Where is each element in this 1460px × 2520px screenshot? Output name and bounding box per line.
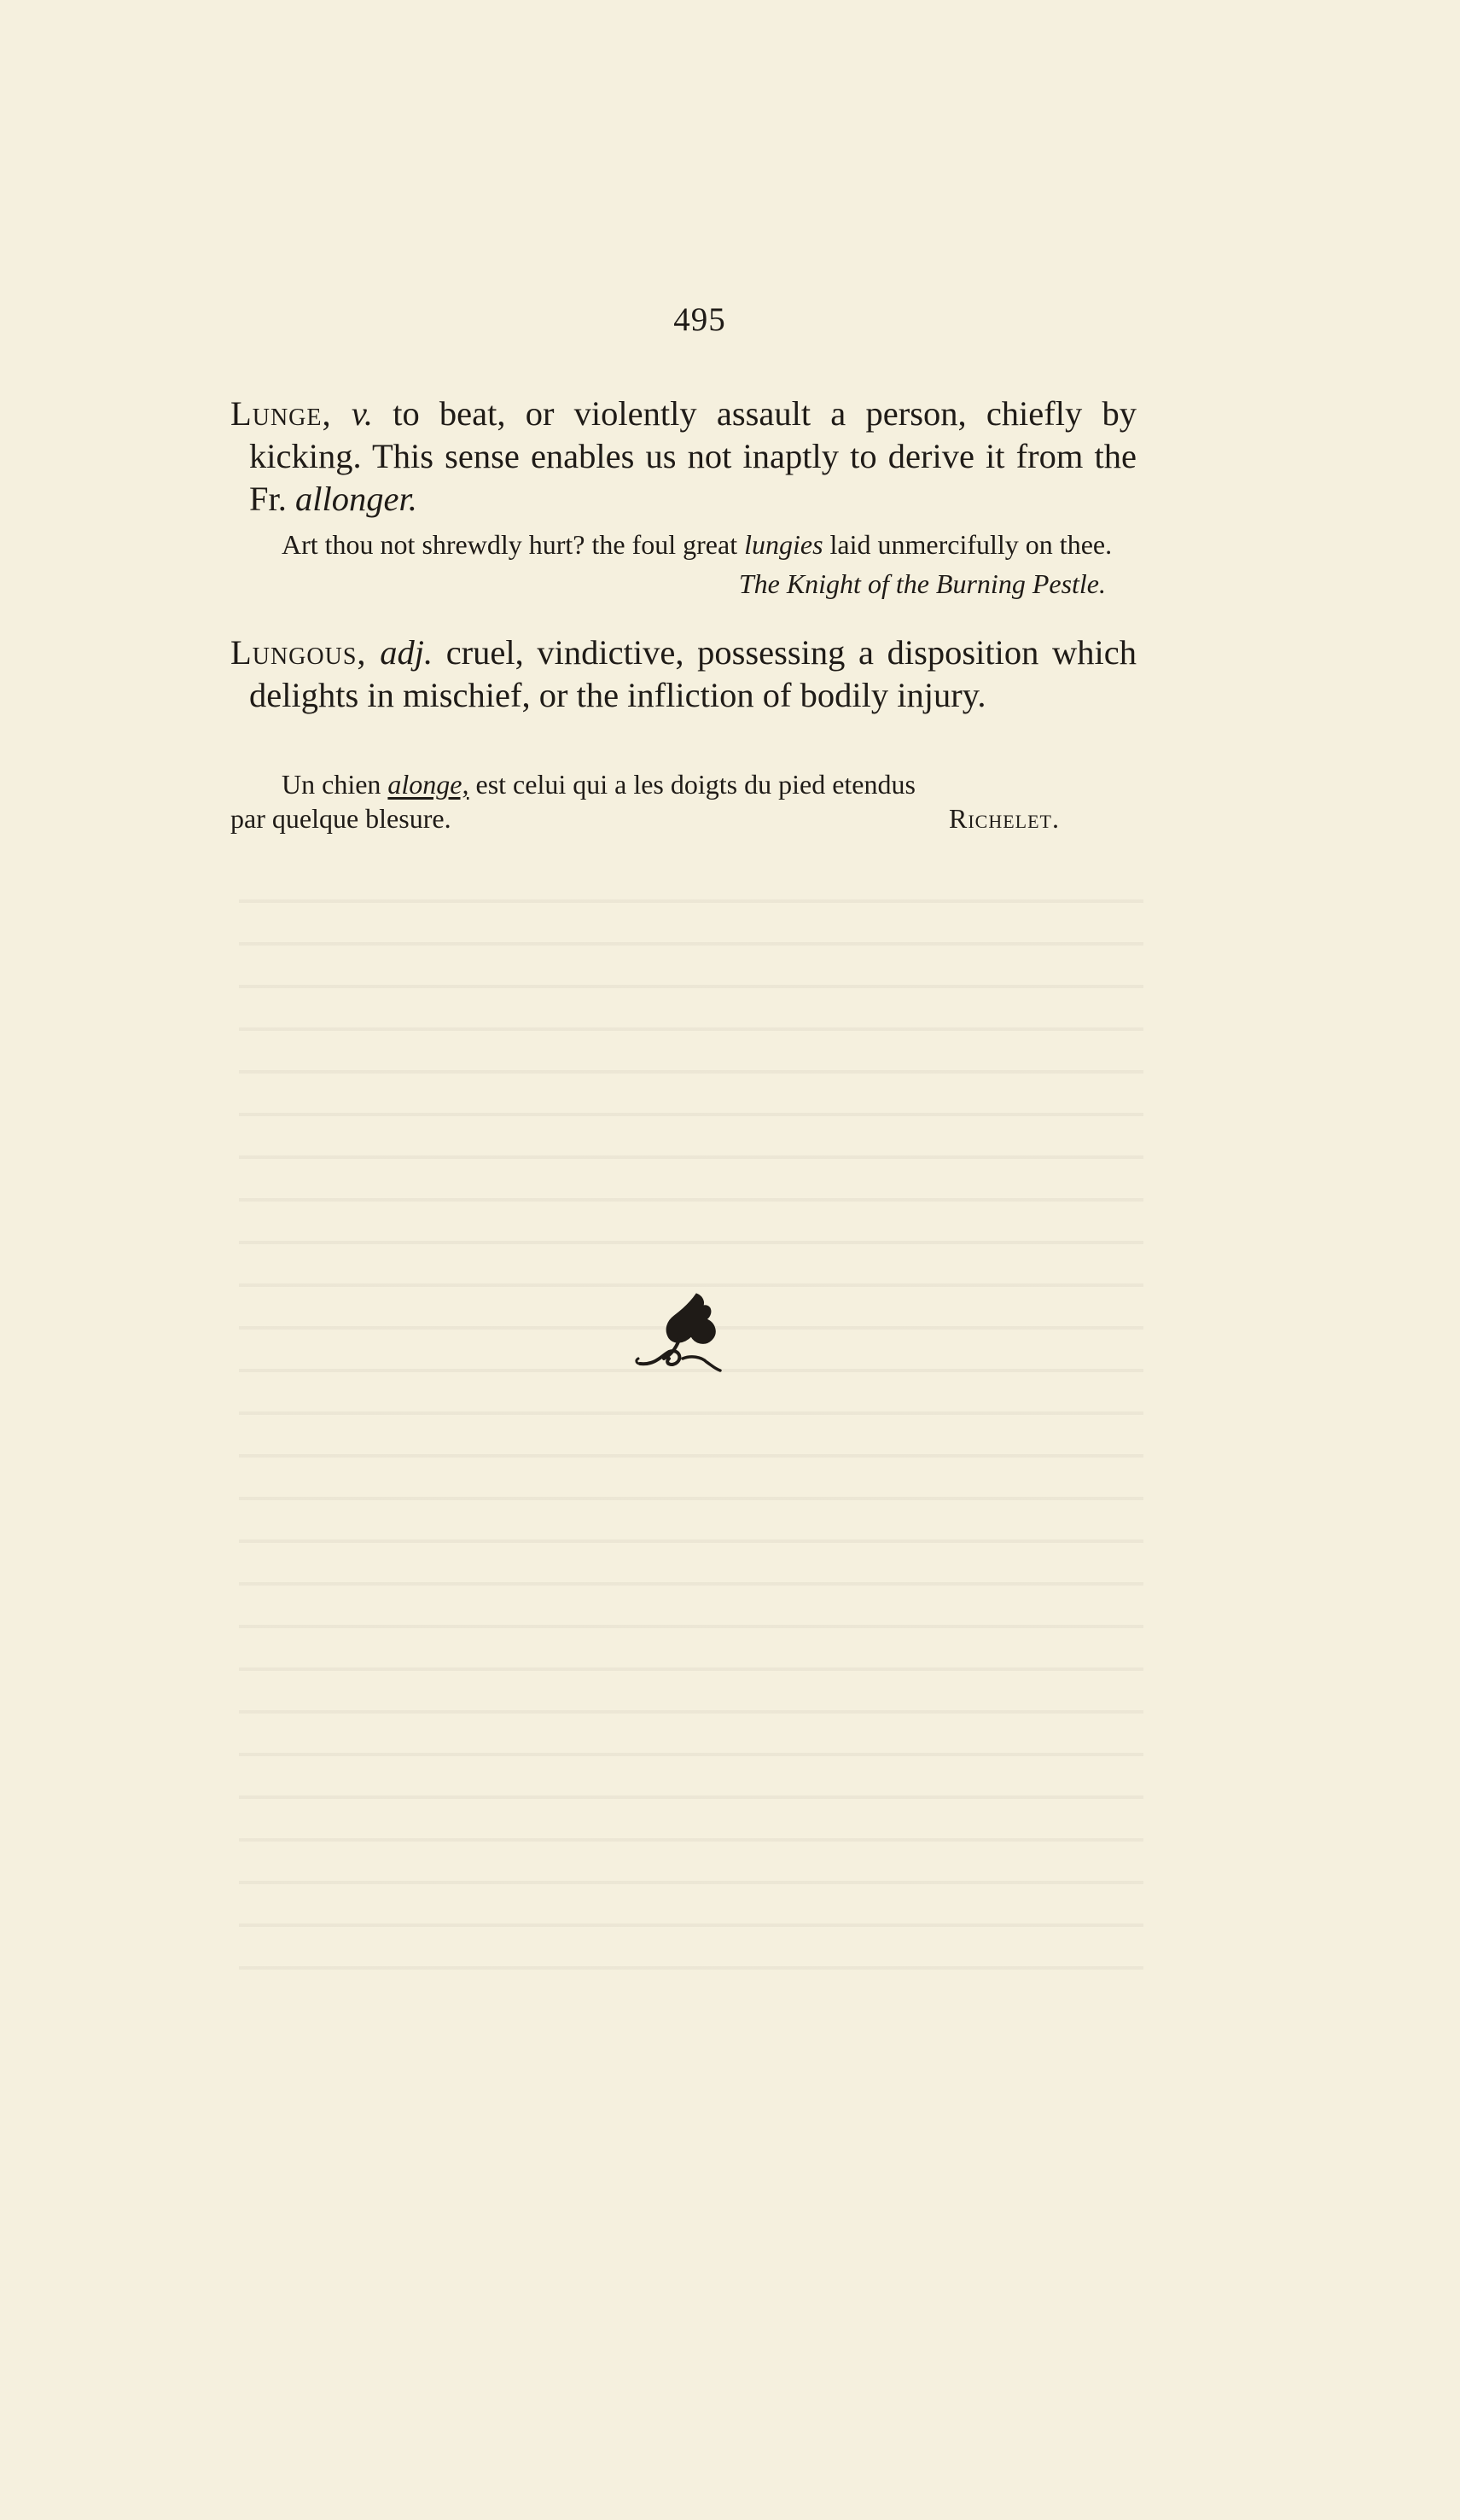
quote-italic-word: lungies bbox=[744, 529, 823, 560]
entry-headword: Lunge, bbox=[230, 394, 332, 433]
quote-author: Richelet. bbox=[949, 803, 1060, 834]
etymon: allonger. bbox=[295, 480, 417, 518]
dictionary-entry-lungous bbox=[230, 631, 1137, 717]
quote-line-two bbox=[230, 801, 1137, 835]
entry-definition bbox=[230, 631, 1137, 717]
quote-text-part: par quelque blesure. bbox=[230, 803, 451, 834]
entry-definition bbox=[230, 393, 1137, 521]
quote-source: The Knight of the Burning Pestle. bbox=[738, 568, 1106, 599]
fleuron-ornament-icon bbox=[630, 1287, 741, 1374]
part-of-speech: adj. bbox=[380, 633, 433, 672]
entry-headword: Lungous, bbox=[230, 633, 367, 672]
part-of-speech: v. bbox=[351, 394, 373, 433]
dictionary-entry-lunge bbox=[230, 393, 1137, 521]
quote-italic-word: alonge, bbox=[387, 769, 469, 800]
quotation-text bbox=[230, 527, 1137, 562]
quote-text-part: est celui qui a les doigts du pied etendus bbox=[468, 769, 916, 800]
show-through-texture bbox=[239, 870, 1143, 2005]
definition-text: cruel, vindictive, possessing a disposition which delights in mischief, or the infliction of bodily injury. bbox=[249, 633, 1137, 714]
quote-text-part: Un chien bbox=[282, 769, 388, 800]
quote-text-part: laid unmercifully on thee. bbox=[823, 529, 1113, 560]
quotation-lunge bbox=[230, 527, 1137, 601]
page-number: 495 bbox=[673, 301, 726, 338]
quotation-text bbox=[230, 767, 1137, 801]
quote-text-part: Art thou not shrewdly hurt? the foul great bbox=[282, 529, 745, 560]
definition-text: to beat, or violently assault a person, chiefly by kicking. This sense enables us not inaptly to derive it from the Fr. bbox=[249, 394, 1137, 518]
quotation-lungous bbox=[230, 767, 1137, 835]
